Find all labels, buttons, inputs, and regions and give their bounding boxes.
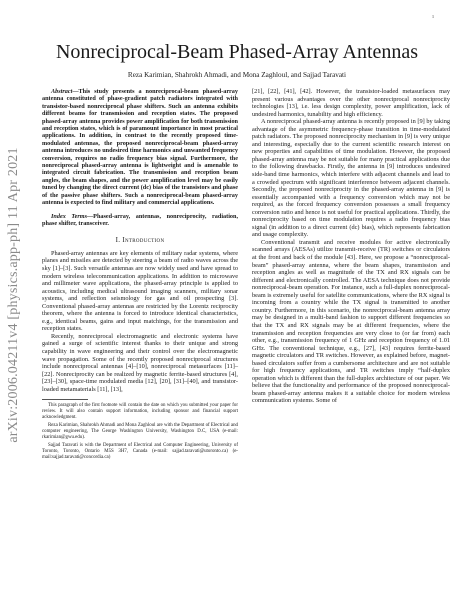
right-paragraph: [21], [22], [41], [42]. However, the transistor-loaded metasurfaces may present various advantages over the other nonreciprocal nonreciprocity technologies [13], i.e. less design complexity, power amplification, lack of undesired harmonics, tunability and high efficiency. [252,88,450,118]
left-paragraph: Phased-array antennas are key elements of military radar systems, where planes and missiles are detected by steering a beam of radio waves across the sky [1]–[3]. Such versatile antennas are now widely used and have spread to modern wireless telecommunication applications. In addition to microwave and millimeter wave applications, the phased-array principle is applied to acoustics, including medical ultrasound imaging scanners, military sonar systems, and reflection seismology for gas and oil prospecting [3]. Conventional phased-array antennas are restricted by the Lorentz reciprocity theorem, where the antenna is forced to introduce identical characteristics, e.g., identical beams, gains and input matchings, for the transmission and reception states. [42,249,238,333]
footnote-divider [42,399,88,400]
left-paragraph: Recently, nonreciprocal electromagnetic and electronic systems have gained a surge of scientific interest thanks to their unique and strong capability in wave engineering and their control over the electromagnetic wave propagation. Some of the recently proposed nonreciprocal structures include nonreciprocal antennas [4]–[10], nonreciprocal metasurfaces [11]–[22]. Nonreciprocity can be realized by magnetic ferrite-based structures [4], [23]–[30], space-time modulated media [12], [20], [31]–[40], and transistor-loaded metamaterials [11], [13], [42,332,238,393]
arxiv-stamp-text: arXiv:2006.04211v4 [physics.app-ph] 11 Apr 2021 [6,147,21,443]
left-column [42,88,238,462]
abstract-label: Abstract [51,88,73,95]
abstract-text: —This study presents a nonreciprocal-beam phased-array antenna constituted of phase-gradient patch radiators integrated with transistor-based nonreciprocal phase shifters. Such an antenna exhibits different beams for transmission and reception states. The proposed phased-array antenna provides power amplification for both transmission and reception states, which is of paramount importance in most practical applications. In addition, in contrast to the recently proposed time-modulated antennas, the proposed nonreciprocal-beam phased-array antenna introduces no undesired time harmonics and unwanted frequency conversion, requires no radio frequency bias signal. Furthermore, the nonreciprocal phased-array antenna is lightweight and is amenable to integrated circuit fabrication. The transmission and reception beam angles, the beam shapes, and the power amplification level may be easily tuned by changing the direct current (dc) bias of the transistors and phase of the passive phase shifters. Such a nonreciprocal-beam phased-array antenna is expected to find military and commercial applications. [42,88,238,207]
paper-title: Nonreciprocal-Beam Phased-Array Antennas [55,41,419,63]
footnote: Reza Karimian, Shahrokh Ahmadi and Mona Zaghloul are with the Department of Electrical and computer engineering, The George Washington University, Washington D.C, USA (e-mail: rkarimian@gwu.edu). [42,422,238,440]
index-terms-label: Index Terms [51,212,87,220]
right-paragraph: Conventional transmit and receive modules for active electronically scanned arrays (AESAs) utilize transmit-receive (TR) switches or circulators at the front and back of the module [43]. Here, we propose a “nonreciprocal-beam” phased-array antenna, where the beam shapes, transmission and reception angles as well as magnitude of the TX and RX signals can be different and electronically controlled. The AESA technique does not provide nonreciprocal-beam operation. For instance, such a full-duplex nonreciprocal-beam is extremely useful for satellite communications, where the RX signal is incoming from a country while the TX signal is transmitted to another country. Furthermore, in this scenario, the nonreciprocal-beam antenna array may be designed in a multi-band fashion to support different frequencies so that the TX and RX signals may be at different frequencies, where the transmission and reception frequencies are very close to (or far from) each other, e.g., transmission frequency of 1 GHz and reception frequency of 1.01 GHz. The conventional technique, e.g., [27], [43] requires ferrite-based magnetic circulators and TR switches. However, as explained before, magnet-based circulators suffer from a cumbersome architecture and are not suitable for high frequency applications, and TR switches imply “half-duplex operation which is different than the full-duplex architecture of our paper. We believe that the functionality and performance of the proposed nonreciprocal-beam phased-array antenna makes it a suitable choice for modern wireless communication systems. Some of [252,238,450,405]
index-terms-text: —Phased-array, antennas, nonreciprocity, radiation, phase shifter, transceiver. [42,212,238,227]
footnote: This paragraph of the first footnote will contain the date on which you submitted your paper for review. It will also contain support information, including sponsor and financial support acknowledgment. [42,403,238,421]
footnotes [42,403,238,460]
right-paragraph: A nonreciprocal phased-array antenna is recently proposed in [9] by taking advantage of the asymmetric frequency-phase transition in time-modulated patch radiators. The proposed nonreciprocity mechanism in [9] is very unique and interesting, especially due to the current scientific research interest on new properties and capabilities of time modulation. However, the proposed phased-array antenna may be not suitable for many practical applications due to the following drawbacks. Firstly, the antenna in [9] introduces undesired side-band time harmonics, which interfere with adjacent channels and lead to a crowded spectrum with significant interference between adjacent channels. Secondly, the proposed nonreciprocity in the phased-array antenna in [9] is essentially accompanied with a frequency conversion which may not be required, as the forced frequency conversion possesses a small frequency conversion ratio and hence is not useful for practical applications. Thirdly, the nonreciprocity based on time modulation requires a radio frequency bias signal (in addition to a direct current (dc) bias), which represents fabrication and usage complexity. [252,118,450,239]
arxiv-stamp [1,82,27,508]
abstract [42,88,238,207]
section-heading: I. Introduction [115,236,165,245]
footnote: Sajjad Taravati is with the Department of Electrical and Computer Engineering, University of Toronto, Toronto, Ontario M5S 3H7, Canada (e-mail: sajjad.taravati@utoronto.ca) (e-mail:sajjad.taravati@concordia.ca) [42,442,238,460]
right-column [252,88,450,405]
author-list: Reza Karimian, Shahrokh Ahmadi, and Mona Zaghloul, and Sajjad Taravati [127,71,347,79]
index-terms [42,213,238,228]
page-number: 1 [432,14,434,19]
